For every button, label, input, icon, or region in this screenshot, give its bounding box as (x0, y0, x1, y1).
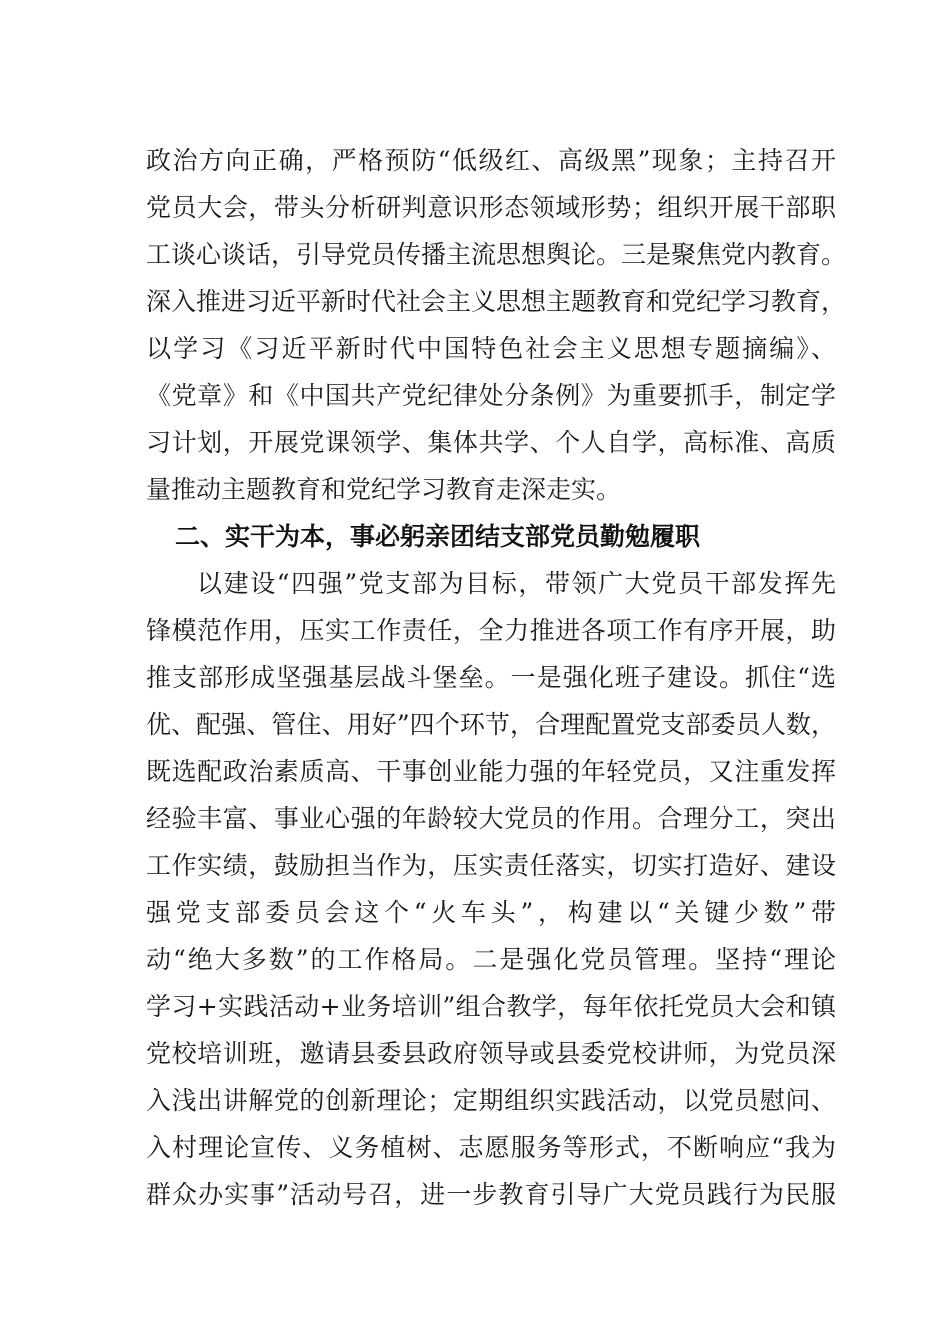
paragraph-line: 量推动主题教育和党纪学习教育走深走实。 (146, 475, 622, 504)
paragraph-line: 《党章》和《中国共产党纪律处分条例》为重要抓手，制定学 (146, 381, 836, 410)
paragraph-line: 推支部形成坚强基层战斗堡垒。一是强化班子建设。抓住“选 (146, 663, 836, 692)
paragraph-line: 动“绝大多数”的工作格局。二是强化党员管理。坚持“理论 (146, 945, 836, 974)
paragraph-line: 深入推进习近平新时代社会主义思想主题教育和党纪学习教育， (146, 287, 847, 316)
section-heading: 二、实干为本，事必躬亲团结支部党员勤勉履职 (175, 522, 701, 551)
paragraph-line: 入村理论宣传、义务植树、志愿服务等形式，不断响应“我为 (146, 1133, 836, 1162)
paragraph-line: 习计划，开展党课领学、集体共学、个人自学，高标准、高质 (146, 428, 836, 457)
paragraph-line: 政治方向正确，严格预防“低级红、高级黑”现象；主持召开 (146, 146, 836, 175)
paragraph-line: 锋模范作用，压实工作责任，全力推进各项工作有序开展，助 (146, 616, 836, 645)
paragraph-line: 工作实绩，鼓励担当作为，压实责任落实，切实打造好、建设 (146, 851, 836, 880)
paragraph-line: 强党支部委员会这个“火车头”，构建以“关键少数”带 (146, 898, 836, 927)
paragraph-line: 学习+实践活动+业务培训”组合教学，每年依托党员大会和镇 (146, 992, 836, 1021)
paragraph-line: 以学习《习近平新时代中国特色社会主义思想专题摘编》、 (146, 334, 836, 363)
paragraph-line: 入浅出讲解党的创新理论；定期组织实践活动，以党员慰问、 (146, 1086, 836, 1115)
paragraph-line: 群众办实事”活动号召，进一步教育引导广大党员践行为民服 (146, 1180, 836, 1209)
paragraph-line: 工谈心谈话，引导党员传播主流思想舆论。三是聚焦党内教育。 (146, 240, 847, 269)
paragraph-line: 优、配强、管住、用好”四个环节，合理配置党支部委员人数， (146, 710, 836, 739)
paragraph-line: 党员大会，带头分析研判意识形态领域形势；组织开展干部职 (146, 193, 836, 222)
paragraph-line: 以建设“四强”党支部为目标，带领广大党员干部发挥先 (197, 569, 836, 598)
paragraph-line: 既选配政治素质高、干事创业能力强的年轻党员，又注重发挥 (146, 757, 836, 786)
paragraph-line: 党校培训班，邀请县委县政府领导或县委党校讲师，为党员深 (146, 1039, 836, 1068)
paragraph-line: 经验丰富、事业心强的年龄较大党员的作用。合理分工，突出 (146, 804, 836, 833)
